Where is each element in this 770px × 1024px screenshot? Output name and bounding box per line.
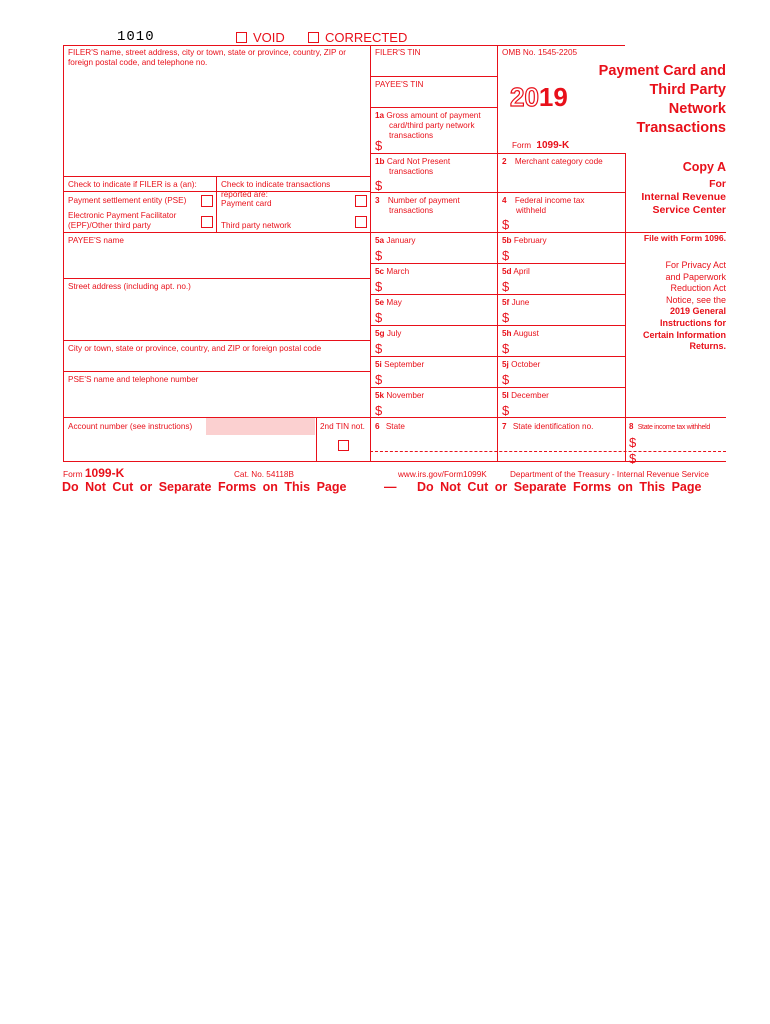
box-num: 5i	[375, 360, 382, 369]
dollar-sign: $	[375, 403, 383, 418]
check-filer-label: Check to indicate if FILER is a (an):	[68, 180, 197, 189]
street-address-label: Street address (including apt. no.)	[68, 282, 191, 291]
tin-not-divider	[316, 417, 317, 461]
footer-form-name: 1099-K	[84, 466, 125, 480]
box-2-label	[502, 157, 603, 167]
box-text: Federal income tax	[514, 196, 585, 205]
payee-tin-label: PAYEE'S TIN	[375, 80, 424, 89]
box-text: State income tax withheld	[637, 424, 710, 431]
box-5l-label	[502, 391, 549, 401]
dollar-sign: $	[502, 372, 510, 387]
form-title	[560, 62, 726, 138]
check-tx-label	[221, 180, 330, 200]
copy-for-line: Service Center	[652, 204, 726, 216]
box-text: March	[386, 267, 410, 276]
box-5h-label	[502, 329, 539, 339]
copy-a-title: Copy A	[682, 160, 726, 174]
box-text: December	[511, 391, 549, 400]
form-left-border	[63, 45, 64, 461]
corrected-checkbox[interactable]	[308, 32, 319, 43]
box-text: transactions	[389, 131, 434, 140]
box-num: 7	[502, 422, 507, 431]
box-5k-label	[375, 391, 424, 401]
box-text: August	[513, 329, 539, 338]
privacy-line: 2019 General	[669, 306, 726, 317]
check-divider	[216, 176, 217, 232]
privacy-line: Notice, see the	[665, 294, 726, 305]
row-divider	[370, 325, 625, 326]
privacy-line: For Privacy Act	[665, 260, 726, 270]
year-outline: 20	[510, 82, 539, 112]
box-text: February	[513, 236, 547, 245]
box-text: October	[511, 360, 541, 369]
box-text: State identification no.	[512, 422, 594, 431]
box-5b-label	[502, 236, 547, 246]
row-divider	[63, 232, 370, 233]
box-5a-label	[375, 236, 416, 246]
filer-name-label: FILER'S name, street address, city or town, state or province, country, ZIP or foreign postal code, and telephone no.	[68, 48, 346, 67]
box-text: Gross amount of payment	[386, 111, 481, 120]
box-text: State	[385, 422, 405, 431]
box-text: May	[386, 298, 402, 307]
privacy-line: Returns.	[689, 341, 726, 352]
box-num: 5c	[375, 267, 385, 276]
box-7-label	[502, 422, 593, 432]
copy-for	[615, 178, 726, 217]
row-divider	[370, 263, 625, 264]
box-1b-label	[375, 157, 450, 177]
privacy-line: and Paperwork	[665, 271, 726, 282]
row-divider	[370, 356, 625, 357]
box-8-label	[629, 422, 710, 433]
row-divider	[63, 371, 370, 372]
box-num: 5b	[502, 236, 512, 245]
dept-treasury: Department of the Treasury - Internal Revenue Service	[510, 470, 709, 479]
row-divider	[370, 107, 497, 108]
epf-label	[68, 211, 176, 231]
box-num: 5h	[502, 329, 512, 338]
filer-tin-label: FILER'S TIN	[375, 48, 421, 57]
box-5d-label	[502, 267, 530, 277]
box-text: transactions	[389, 206, 434, 215]
state-dashed-divider	[370, 451, 726, 452]
box-5f-label	[502, 298, 529, 308]
box-5i-label	[375, 360, 424, 370]
do-not-cut-left: Do Not Cut or Separate Forms on This Page	[62, 480, 347, 494]
form-id-small	[512, 141, 569, 151]
box-num: 3	[375, 196, 380, 205]
dollar-sign: $	[502, 248, 510, 263]
row-divider	[370, 192, 625, 193]
pse-phone-label: PSE'S name and telephone number	[68, 375, 199, 384]
check-tx-text: reported are:	[221, 190, 268, 199]
cat-number: Cat. No. 54118B	[234, 470, 294, 479]
second-tin-checkbox[interactable]	[338, 440, 349, 451]
dollar-sign: $	[375, 341, 383, 356]
privacy-notice	[620, 260, 726, 353]
form-name: 1099-K	[536, 140, 570, 151]
irs-url[interactable]: www.irs.gov/Form1099K	[398, 470, 487, 479]
row-divider	[63, 340, 370, 341]
dollar-sign: $	[375, 310, 383, 325]
copy-for-line: For	[709, 178, 726, 190]
box-5c-label	[375, 267, 409, 277]
box-num: 4	[502, 196, 507, 205]
epf-text: Electronic Payment Facilitator	[68, 211, 177, 220]
year-solid: 19	[538, 82, 568, 112]
pse-checkbox[interactable]	[201, 195, 213, 207]
box-text: April	[513, 267, 530, 276]
box-text: January	[386, 236, 416, 245]
pse-label: Payment settlement entity (PSE)	[68, 196, 187, 205]
box-5e-label	[375, 298, 402, 308]
form-top-border	[63, 45, 625, 46]
payment-card-label: Payment card	[221, 199, 272, 208]
box-text: Number of payment	[387, 196, 460, 205]
box-text: Card Not Present	[386, 157, 451, 166]
copy-for-line: Internal Revenue	[641, 191, 726, 203]
box-text: November	[386, 391, 425, 400]
row-divider	[370, 76, 497, 77]
box-1a-label	[375, 111, 495, 141]
box-num: 8	[629, 422, 634, 431]
box-num: 5e	[375, 298, 385, 307]
box-text: withheld	[516, 206, 547, 215]
box-3-label	[375, 196, 460, 216]
row-divider	[370, 153, 625, 154]
check-tx-text: Check to indicate transactions	[221, 180, 331, 189]
box-num: 6	[375, 422, 380, 431]
file-with-1096: File with Form 1096.	[643, 233, 726, 243]
row-divider	[370, 387, 625, 388]
box-6-label	[375, 422, 405, 432]
payee-name-label: PAYEE'S name	[68, 236, 124, 245]
row-divider	[63, 278, 370, 279]
payment-card-checkbox[interactable]	[355, 195, 367, 207]
box-num: 5d	[502, 267, 512, 276]
title-line: Transactions	[636, 120, 726, 136]
third-party-checkbox[interactable]	[355, 216, 367, 228]
privacy-line: Reduction Act	[670, 283, 726, 294]
dollar-sign: $	[375, 138, 383, 153]
account-number-label: Account number (see instructions)	[68, 422, 193, 431]
dollar-sign: $	[629, 451, 637, 466]
epf-text: (EPF)/Other third party	[68, 221, 151, 230]
box-num: 2	[502, 157, 507, 166]
box-num: 5a	[375, 236, 385, 245]
privacy-line: Instructions for	[659, 317, 726, 328]
dollar-sign: $	[629, 435, 637, 450]
do-not-cut-right: Do Not Cut or Separate Forms on This Page	[417, 480, 702, 494]
dollar-sign: $	[375, 248, 383, 263]
void-checkbox[interactable]	[236, 32, 247, 43]
box-num: 1a	[375, 111, 385, 120]
box-text: transactions	[389, 167, 434, 176]
row-divider	[370, 294, 625, 295]
footer-form-word: Form	[63, 469, 83, 479]
box-num: 5l	[502, 391, 509, 400]
dollar-sign: $	[375, 279, 383, 294]
footer-form-id	[63, 466, 124, 480]
row-divider	[370, 417, 726, 418]
box-num: 1b	[375, 157, 385, 166]
box-num: 5g	[375, 329, 385, 338]
second-tin-not-label: 2nd TIN not.	[320, 422, 365, 431]
box-text: Merchant category code	[514, 157, 603, 166]
box-4-label	[502, 196, 584, 216]
box-text: June	[511, 298, 530, 307]
box-text: September	[384, 360, 425, 369]
title-line: Payment Card and	[598, 63, 726, 79]
box-num: 5f	[502, 298, 510, 307]
box-5g-label	[375, 329, 401, 339]
dollar-sign: $	[502, 341, 510, 356]
account-number-field[interactable]	[206, 418, 315, 435]
third-party-label: Third party network	[221, 221, 292, 230]
omb-number: OMB No. 1545-2205	[502, 48, 578, 57]
box-num: 5j	[502, 360, 509, 369]
void-label: VOID	[253, 30, 285, 45]
corrected-label: CORRECTED	[325, 30, 408, 45]
form-word: Form	[512, 141, 532, 150]
dollar-sign: $	[375, 372, 383, 387]
city-label: City or town, state or province, country, and ZIP or foreign postal code	[68, 344, 322, 353]
box-5j-label	[502, 360, 540, 370]
dollar-sign: $	[502, 217, 510, 232]
title-line: Third Party	[649, 82, 726, 98]
privacy-line: Certain Information	[642, 329, 726, 340]
dollar-sign: $	[375, 178, 383, 193]
dollar-sign: $	[502, 279, 510, 294]
box-text: card/third party network	[389, 121, 475, 130]
epf-checkbox[interactable]	[201, 216, 213, 228]
tax-year	[510, 83, 568, 111]
dollar-sign: $	[502, 403, 510, 418]
col-divider-money	[497, 45, 498, 461]
dollar-sign: $	[502, 310, 510, 325]
do-not-cut-dash: —	[384, 480, 397, 494]
box-text: July	[386, 329, 402, 338]
box-num: 5k	[375, 391, 385, 400]
form-code: 1010	[117, 29, 155, 45]
title-line: Network	[668, 101, 726, 117]
form-bottom-border	[63, 461, 726, 462]
